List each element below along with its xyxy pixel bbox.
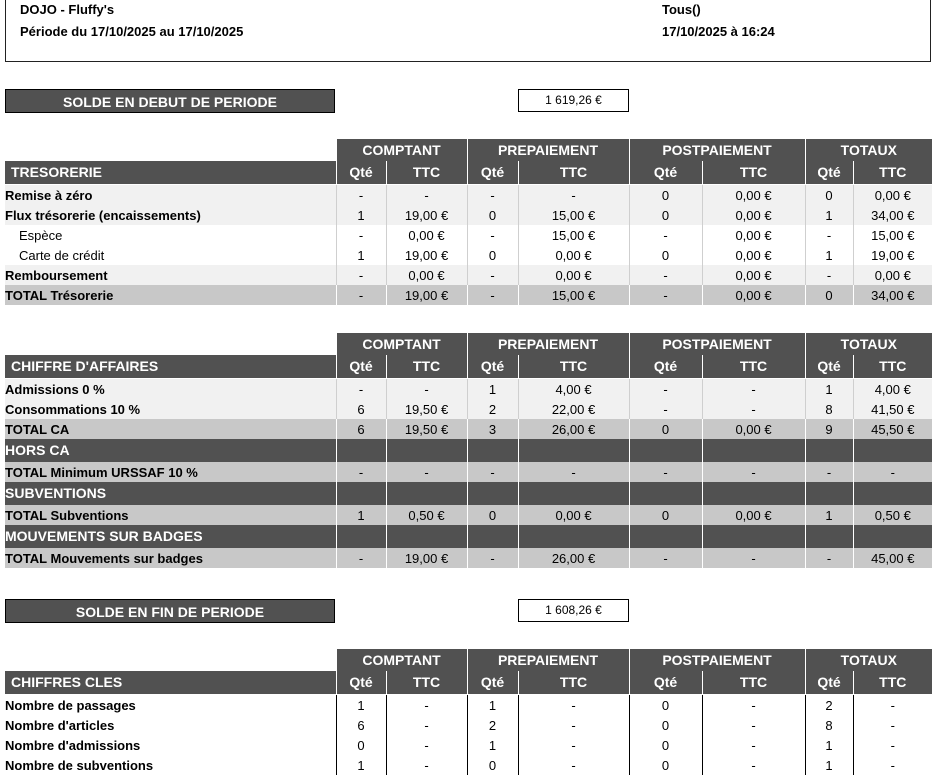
group-postpaiement: POSTPAIEMENT [629,139,805,161]
cell: 0,00 € [518,245,629,265]
chiffres-cles-table [5,649,932,775]
cell: 6 [336,715,386,735]
cell: 8 [805,399,853,419]
cell: - [467,185,518,206]
cell: 3 [467,419,518,439]
cell: - [805,548,853,568]
col-ttc: TTC [518,161,629,185]
col-ttc: TTC [853,355,932,379]
row-label: Nombre d'articles [5,715,336,735]
cell: 0,00 € [386,265,467,285]
cell: 1 [336,695,386,716]
cell: - [467,548,518,568]
col-ttc: TTC [853,161,932,185]
cell: 1 [805,379,853,400]
closing-balance-label: SOLDE EN FIN DE PERIODE [5,599,335,623]
cell: 1 [805,735,853,755]
col-ttc: TTC [702,355,805,379]
cell: 0,00 € [702,245,805,265]
col-qte: Qté [805,161,853,185]
cell: 45,50 € [853,419,932,439]
cell: 19,00 € [386,548,467,568]
table-row [5,205,932,225]
table-row [5,245,932,265]
cell: 0,00 € [702,505,805,525]
cell: 0 [629,185,702,206]
row-label: Nombre de passages [5,695,336,716]
cell: 15,00 € [518,225,629,245]
cell: - [629,265,702,285]
section-title-chiffre-affaires: CHIFFRE D'AFFAIRES [5,355,336,379]
cell: 19,50 € [386,419,467,439]
col-ttc: TTC [518,355,629,379]
col-qte: Qté [467,355,518,379]
cell: - [629,548,702,568]
cell: 4,00 € [518,379,629,400]
cell: 0 [629,419,702,439]
cell: 1 [467,735,518,755]
cell: 0 [467,755,518,775]
cell: 0,00 € [702,185,805,206]
table-row [5,379,932,400]
row-label: Nombre d'admissions [5,735,336,755]
col-qte: Qté [467,671,518,695]
cell: 15,00 € [518,285,629,305]
opening-balance-value: 1 619,26 € [518,89,629,112]
cell: 0,00 € [702,225,805,245]
row-label: Admissions 0 % [5,379,336,400]
cell: 0,00 € [702,265,805,285]
cell: 34,00 € [853,205,932,225]
row-label: TOTAL Trésorerie [5,285,336,305]
cell: 1 [467,379,518,400]
cell: - [386,715,467,735]
report-filter: Tous() [662,2,701,17]
cell: - [629,285,702,305]
table-row [5,735,932,755]
cell: 19,00 € [853,245,932,265]
closing-balance-value: 1 608,26 € [518,599,629,622]
cell: 0 [467,205,518,225]
cell: 0 [629,695,702,716]
section-title-chiffres-cles: CHIFFRES CLES [5,671,336,695]
cell: - [518,755,629,775]
cell: 1 [467,695,518,716]
cell: - [853,462,932,482]
cell: 0,50 € [386,505,467,525]
col-qte: Qté [805,355,853,379]
cell: 0 [629,505,702,525]
group-totaux: TOTAUX [805,139,932,161]
group-postpaiement: POSTPAIEMENT [629,649,805,671]
cell: - [518,715,629,735]
col-qte: Qté [336,671,386,695]
cell: - [805,225,853,245]
cell: - [702,399,805,419]
cell: - [702,462,805,482]
cell: 26,00 € [518,548,629,568]
row-label: TOTAL Subventions [5,505,336,525]
group-prepaiement: PREPAIEMENT [467,139,629,161]
cell: - [853,735,932,755]
cell: 1 [805,755,853,775]
row-label: Flux trésorerie (encaissements) [5,205,336,225]
table-row [5,265,932,285]
group-comptant: COMPTANT [336,333,467,355]
cell: - [629,225,702,245]
cell: 0 [467,245,518,265]
cell: - [386,695,467,716]
group-prepaiement: PREPAIEMENT [467,649,629,671]
cell: 1 [805,245,853,265]
cell: 0,50 € [853,505,932,525]
table-row [5,715,932,735]
row-label: Remboursement [5,265,336,285]
report-header [5,0,931,62]
cell: 2 [467,399,518,419]
cell: 19,50 € [386,399,467,419]
col-ttc: TTC [518,671,629,695]
cell: 15,00 € [518,205,629,225]
cell: 0 [629,205,702,225]
cell: 0,00 € [518,505,629,525]
cell: 0 [467,505,518,525]
group-comptant: COMPTANT [336,649,467,671]
row-label: Remise à zéro [5,185,336,206]
row-label: Espèce [5,225,336,245]
col-ttc: TTC [386,355,467,379]
cell: 1 [805,205,853,225]
cell: 41,50 € [853,399,932,419]
cell: 1 [336,505,386,525]
cell: 45,00 € [853,548,932,568]
section-title-mouvements-badges: MOUVEMENTS SUR BADGES [5,525,336,548]
cell: 9 [805,419,853,439]
cell: 15,00 € [853,225,932,245]
section-title-subventions: SUBVENTIONS [5,482,336,505]
cell: 6 [336,419,386,439]
cell: 8 [805,715,853,735]
cell: 26,00 € [518,419,629,439]
row-label: Carte de crédit [5,245,336,265]
col-qte: Qté [467,161,518,185]
col-qte: Qté [336,161,386,185]
col-qte: Qté [629,161,702,185]
cell: - [386,755,467,775]
cell: - [336,462,386,482]
cell: 2 [805,695,853,716]
cell: - [386,185,467,206]
cell: 0,00 € [853,265,932,285]
report-period: Période du 17/10/2025 au 17/10/2025 [20,24,244,39]
cell: - [853,695,932,716]
cell: 0 [629,735,702,755]
cell: - [467,285,518,305]
total-row [5,419,932,439]
organization-name: DOJO - Fluffy's [20,2,115,17]
cell: 0 [805,285,853,305]
cell: - [702,379,805,400]
table-row [5,399,932,419]
cell: - [386,379,467,400]
opening-balance-label: SOLDE EN DEBUT DE PERIODE [5,89,335,113]
section-title-hors-ca: HORS CA [5,439,336,462]
cell: - [629,462,702,482]
cell: - [336,185,386,206]
cell: - [386,462,467,482]
cell: - [336,225,386,245]
col-ttc: TTC [853,671,932,695]
tresorerie-table [5,139,932,305]
col-ttc: TTC [386,161,467,185]
cell: - [336,379,386,400]
col-qte: Qté [336,355,386,379]
total-row [5,462,932,482]
table-row [5,225,932,245]
col-qte: Qté [629,355,702,379]
group-prepaiement: PREPAIEMENT [467,333,629,355]
cell: 19,00 € [386,205,467,225]
cell: 0,00 € [702,419,805,439]
cell: - [702,548,805,568]
group-totaux: TOTAUX [805,649,932,671]
cell: - [518,695,629,716]
cell: - [518,185,629,206]
cell: - [467,265,518,285]
cell: 6 [336,399,386,419]
report-generated-date: 17/10/2025 à 16:24 [662,24,775,39]
cell: 0,00 € [702,285,805,305]
col-ttc: TTC [702,161,805,185]
table-row [5,695,932,716]
cell: - [629,399,702,419]
cell: 19,00 € [386,245,467,265]
cell: - [336,548,386,568]
cell: 0,00 € [386,225,467,245]
cell: 0 [629,755,702,775]
cell: - [629,379,702,400]
cell: 1 [336,245,386,265]
cell: - [853,715,932,735]
row-label: Nombre de subventions [5,755,336,775]
cell: - [853,755,932,775]
col-ttc: TTC [702,671,805,695]
row-label: TOTAL Mouvements sur badges [5,548,336,568]
cell: 0,00 € [702,205,805,225]
cell: - [805,462,853,482]
row-label: TOTAL CA [5,419,336,439]
group-totaux: TOTAUX [805,333,932,355]
cell: 2 [467,715,518,735]
col-ttc: TTC [386,671,467,695]
total-row [5,548,932,568]
cell: 22,00 € [518,399,629,419]
cell: 34,00 € [853,285,932,305]
table-row [5,755,932,775]
col-qte: Qté [805,671,853,695]
cell: 19,00 € [386,285,467,305]
cell: - [702,735,805,755]
cell: - [467,462,518,482]
cell: - [386,735,467,755]
cell: 0 [805,185,853,206]
cell: 1 [336,755,386,775]
total-row [5,505,932,525]
cell: - [467,225,518,245]
group-comptant: COMPTANT [336,139,467,161]
section-title-tresorerie: TRESORERIE [5,161,336,185]
col-qte: Qté [629,671,702,695]
cell: 0 [629,715,702,735]
cell: - [518,735,629,755]
cell: 0 [336,735,386,755]
cell: 1 [336,205,386,225]
chiffre-affaires-table [5,333,932,568]
row-label: TOTAL Minimum URSSAF 10 % [5,462,336,482]
cell: - [518,462,629,482]
cell: - [336,285,386,305]
table-row [5,185,932,206]
group-postpaiement: POSTPAIEMENT [629,333,805,355]
cell: 4,00 € [853,379,932,400]
cell: - [702,695,805,716]
cell: 0 [629,245,702,265]
cell: - [702,715,805,735]
cell: 1 [805,505,853,525]
total-row [5,285,932,305]
cell: 0,00 € [853,185,932,206]
cell: - [805,265,853,285]
cell: - [702,755,805,775]
cell: 0,00 € [518,265,629,285]
cell: - [336,265,386,285]
row-label: Consommations 10 % [5,399,336,419]
